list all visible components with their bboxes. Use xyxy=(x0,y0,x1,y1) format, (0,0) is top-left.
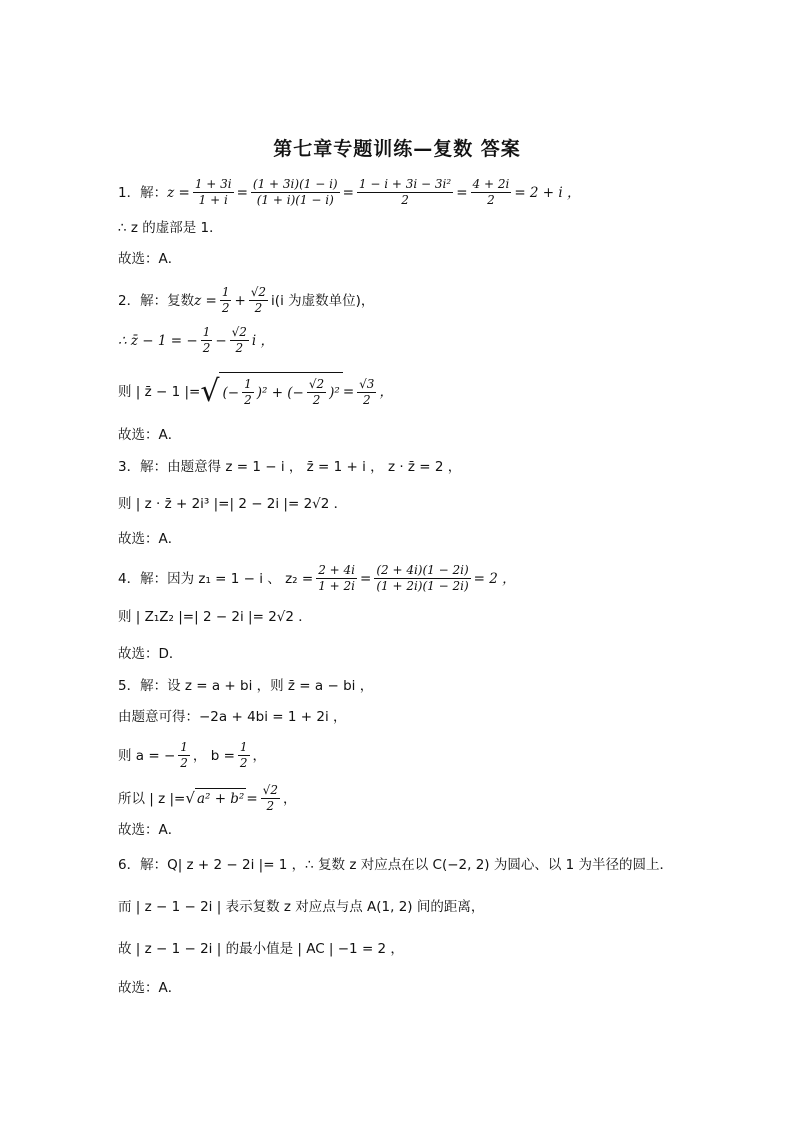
q1-expr-0: z = xyxy=(167,184,190,201)
q3-answer: 故选：A． xyxy=(118,531,182,547)
q2-tail: i ， xyxy=(251,332,275,349)
q5-answer: 故选：A． xyxy=(118,822,182,838)
q2-line3 xyxy=(118,372,393,412)
q5-fraction-b: $\frac{1}{2}$ xyxy=(239,740,248,770)
q5-line1: 5．解：设 z = a + bi ，则 z̄ = a − bi ， xyxy=(118,678,374,694)
q1-fraction-4: $\frac{4 + 2i}{2}$ xyxy=(472,177,510,207)
q4-answer: 故选：D． xyxy=(118,646,183,662)
q2-line1 xyxy=(118,285,374,316)
q1-lead: 1．解： xyxy=(118,184,168,201)
q2-fraction-half: $\frac{1}{2}$ xyxy=(221,285,230,315)
q2-fraction-half: $\frac{1}{2}$ xyxy=(202,325,211,355)
q2-fraction-root2: $\frac{√2}{2}$ xyxy=(231,325,247,355)
q2-z: z = xyxy=(194,292,217,309)
q4-equals: = xyxy=(360,570,372,587)
q4-fraction-1: $\frac{2 + 4i}{1 + 2i}$ xyxy=(318,563,355,593)
q2-fraction-root3: $\frac{√3}{2}$ xyxy=(359,376,375,407)
q4-lead: 4．解：因为 z₁ = 1 − i 、 z₂ = xyxy=(118,570,314,587)
q3-line1: 3．解：由题意得 z = 1 − i ， z̄ = 1 + i ， z · z̄ = 2 ， xyxy=(118,459,462,475)
q2-plus: + xyxy=(234,292,246,309)
q4-fraction-2: $\frac{(2 + 4i)(1 - 2i)}{(1 + 2i)(1 - 2i)}$ xyxy=(376,563,469,593)
q5-tail: ， xyxy=(282,790,297,807)
q2-fraction-root2: $\frac{√2}{2}$ xyxy=(250,285,267,315)
q2-modulus: 则 | z̄ − 1 |= xyxy=(118,384,201,400)
q1-line2: ∴ z 的虚部是 1． xyxy=(118,220,223,236)
q4-result: = 2 ， xyxy=(473,570,516,587)
q5-modulus: 所以 | z |= xyxy=(118,790,186,807)
q2-line2 xyxy=(118,325,274,356)
page-title: 第七章专题训练—复数 答案 xyxy=(273,138,521,160)
q1-fraction-1: $\frac{1 + 3i}{1 + i}$ xyxy=(194,177,232,207)
q5-tail: ， xyxy=(252,747,267,764)
q5-fraction-root2: $\frac{√2}{2}$ xyxy=(262,783,278,813)
q5-line4 xyxy=(118,783,296,814)
q2-answer: 故选：A． xyxy=(118,427,182,443)
q4-line1 xyxy=(118,563,516,594)
q2-tail: ， xyxy=(379,384,393,400)
q2-conj: ∴ z̄ − 1 = − xyxy=(118,332,198,349)
q2-tail: i(i 为虚数单位)， xyxy=(271,292,375,309)
q1-equals: = xyxy=(342,184,354,201)
q1-equals: = xyxy=(456,184,468,201)
q2-lead: 2．解：复数 xyxy=(118,292,195,309)
q1-fraction-2: $\frac{(1 + 3i)(1 - i)}{(1 + i)(1 - i)}$ xyxy=(252,177,338,207)
q1-answer: 故选：A． xyxy=(118,251,182,267)
q6-answer: 故选：A． xyxy=(118,980,182,996)
q5-fraction-a: $\frac{1}{2}$ xyxy=(180,740,188,770)
q6-line2: 而 | z − 1 − 2i | 表示复数 z 对应点与点 A(1, 2) 间的距离， xyxy=(118,899,485,915)
sqrt-sign: √ a² + b² xyxy=(185,789,245,807)
q5-line2: 由题意可得：−2a + 4bi = 1 + 2i ， xyxy=(118,709,347,725)
q6-line3: 故 | z − 1 − 2i | 的最小值是 | AC | −1 = 2 ， xyxy=(118,941,404,957)
q2-equals: = xyxy=(342,384,355,400)
q5-line3 xyxy=(118,740,266,771)
q3-line2: 则 | z · z̄ + 2i³ |=| 2 − 2i |= 2√2 ． xyxy=(118,496,348,512)
q1-result: = 2 + i ， xyxy=(514,184,581,201)
sqrt-sign: √ (− $\frac{1}{2}$ )² + (− $\frac{√2}{2}$ )² xyxy=(200,372,342,412)
q6-line1: 6．解：Q| z + 2 − 2i |= 1 ，∴ 复数 z 对应点在以 C(−2, 2) 为圆心、以 1 为半径的圆上． xyxy=(118,857,674,873)
q5-a: 则 a = − xyxy=(118,747,176,764)
q1-fraction-3: $\frac{\text{1 − i + 3i − 3i²}}{2}$ xyxy=(358,177,452,207)
q1-solution-line xyxy=(118,177,581,208)
q5-equals: = xyxy=(246,790,258,807)
q2-minus: − xyxy=(215,332,227,349)
q1-equals: = xyxy=(236,184,248,201)
q5-b: ， b = xyxy=(192,747,235,764)
q4-line2: 则 | Z₁Z₂ |=| 2 − 2i |= 2√2 ． xyxy=(118,609,312,625)
